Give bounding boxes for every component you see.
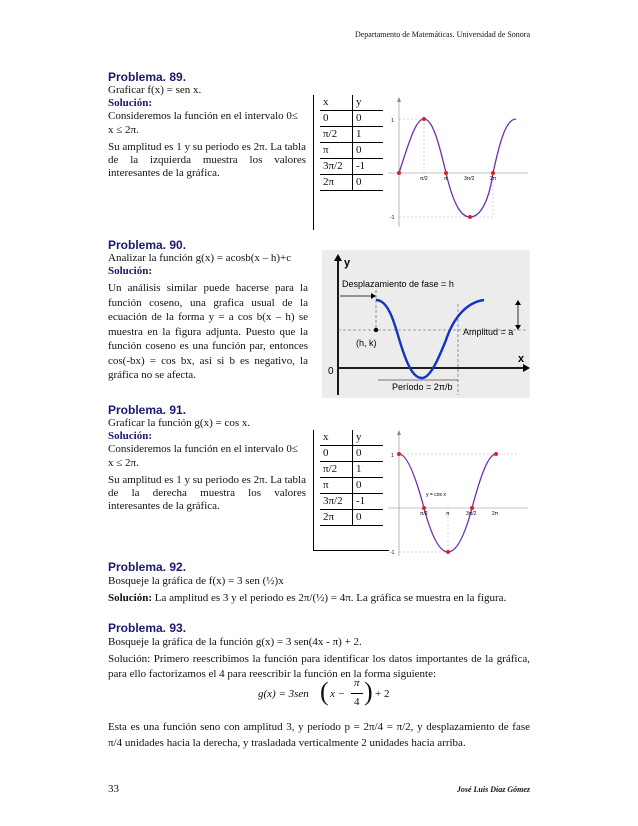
table-cell: -1: [353, 159, 384, 175]
tick-label: π: [444, 176, 448, 182]
tick-label: π/2: [420, 511, 428, 517]
phase-shift-label: Desplazamiento de fase = h: [342, 279, 454, 289]
table-cell: y: [353, 95, 384, 111]
solution-label: Solución:: [108, 592, 153, 604]
table-cell: x: [320, 95, 353, 111]
problem-93-statement: Bosqueje la gráfica de la función g(x) = 3 sen(4x - π) + 2.: [108, 636, 362, 648]
problem-89-value-table: [320, 95, 383, 191]
table-cell: 1: [353, 127, 384, 143]
author-name: José Luis Díaz Gómez: [456, 785, 530, 794]
page-header: Departamento de Matemáticas. Universidad de Sonora: [354, 30, 530, 39]
problem-92-solution: [108, 591, 530, 606]
sine-curve: [493, 119, 516, 173]
problem-89-title: Problema. 89.: [108, 70, 187, 84]
tick-label: 3π/2: [464, 176, 475, 182]
table-cell: π: [320, 143, 353, 159]
data-point: [446, 550, 450, 554]
table-cell: 3π/2: [320, 159, 353, 175]
table-cell: 2π: [320, 510, 353, 526]
period-label: Período = 2π/b: [392, 382, 453, 392]
origin-label: 0: [328, 366, 334, 377]
data-point: [491, 171, 495, 175]
curve-label: y = cos x: [426, 492, 446, 498]
tick-label: 1: [391, 118, 394, 124]
formula-lhs: g(x) = 3sen: [258, 688, 309, 700]
point-h-k: [374, 328, 378, 332]
problem-92-title: Problema. 92.: [108, 560, 187, 574]
problem-89-statement: Graficar f(x) = sen x.: [108, 84, 202, 96]
data-point: [397, 171, 401, 175]
tick-label: -1: [390, 550, 395, 556]
problem-89-sine-graph: [388, 95, 528, 230]
problem-89-body-1: Consideremos la función en el intervalo 0≤: [108, 110, 298, 122]
problem-93-conclusion: Esta es una función seno con amplitud 3, y período p = 2π/4 = π/2, y desplazamiento de fase π/4 unidades hacia la derecha, y trasladada verticalmente 2 unidades hacia arriba.: [108, 721, 530, 749]
table-cell: 0: [353, 478, 384, 494]
graph-edge: [318, 250, 322, 398]
table-cell: π: [320, 478, 353, 494]
table-cell: 0: [320, 446, 353, 462]
table-cell: x: [320, 430, 353, 446]
tick-label: -1: [390, 215, 395, 221]
table-cell: 0: [353, 175, 384, 191]
tick-label: 2π: [492, 511, 499, 517]
table-cell: 0: [320, 111, 353, 127]
tick-label: 3π/2: [466, 511, 477, 517]
table-cell: 0: [353, 446, 384, 462]
problem-89-solution-label: Solución:: [108, 97, 153, 109]
table-cell: 2π: [320, 175, 353, 191]
problem-91-body-2: x ≤ 2π.: [108, 457, 139, 469]
problem-91-statement: Graficar la función g(x) = cos x.: [108, 417, 251, 429]
problem-90-solution-label: Solución:: [108, 265, 153, 277]
divider-line: [313, 550, 389, 551]
table-cell: 0: [353, 143, 384, 159]
divider-line: [313, 95, 314, 230]
tick-label: π/2: [420, 176, 428, 182]
y-axis-arrow-icon: [397, 430, 401, 435]
y-axis-arrow-icon: [397, 97, 401, 102]
problem-91-body-1: Consideremos la función en el intervalo 0≤: [108, 443, 298, 455]
problem-91-body-3: Su amplitud es 1 y su periodo es 2π. La tabla de la derecha muestra los valores interesantes de la gráfica.: [108, 474, 306, 512]
problem-90-statement: Analizar la función g(x) = acosb(x – h)+c: [108, 252, 292, 264]
formula-open-paren: (: [320, 677, 329, 706]
page-number: 33: [108, 783, 119, 795]
formula-denominator: 4: [354, 696, 360, 708]
problem-93-title: Problema. 93.: [108, 621, 187, 635]
table-cell: 3π/2: [320, 494, 353, 510]
formula-tail: + 2: [375, 688, 390, 700]
problem-91-cosine-graph: [388, 428, 528, 558]
tick-label: 2π: [490, 176, 497, 182]
problem-90-cosine-graph: [318, 250, 530, 398]
table-cell: -1: [353, 494, 384, 510]
tick-label: π: [446, 511, 450, 517]
table-cell: 0: [353, 510, 384, 526]
data-point: [494, 452, 498, 456]
solution-text: La amplitud es 3 y el periodo es 2π/(½) = 4π. La gráfica se muestra en la figura.: [154, 592, 507, 604]
table-cell: π/2: [320, 462, 353, 478]
table-cell: y: [353, 430, 384, 446]
point-label: (h, k): [356, 338, 377, 348]
data-point: [422, 117, 426, 121]
problem-91-title: Problema. 91.: [108, 403, 187, 417]
divider-line: [313, 430, 314, 550]
graph-background: [318, 250, 530, 398]
data-point: [397, 452, 401, 456]
problem-93-formula: [258, 677, 408, 713]
problem-89-body-3: Su amplitud es 1 y su periodo es 2π. La tabla de la izquierda muestra los valores interesantes de la gráfica.: [108, 141, 306, 179]
problem-89-body-2: x ≤ 2π.: [108, 124, 139, 136]
problem-91-solution-label: Solución:: [108, 430, 153, 442]
formula-close-paren: ): [364, 677, 373, 706]
cosine-curve: [399, 454, 496, 552]
data-point: [422, 506, 426, 510]
data-point: [444, 171, 448, 175]
data-point: [468, 215, 472, 219]
data-point: [470, 506, 474, 510]
problem-90-body: Un análisis similar puede hacerse para la función coseno, una grafica usual de la ecuación de la forma y = a cos b(x – h) se muestra en la figura adjunta. Puesto que la función coseno es una función par, entonces cos(-bx) = cos bx, así si b es negativo, la gráfica no se afecta.: [108, 282, 308, 381]
x-axis-label: x: [518, 353, 525, 365]
tick-label: 1: [391, 453, 394, 459]
formula-inner: x −: [330, 688, 346, 700]
table-cell: 0: [353, 111, 384, 127]
amplitude-label: Amplitud = a: [463, 327, 514, 337]
problem-91-value-table: [320, 430, 383, 526]
y-axis-label: y: [344, 257, 351, 269]
problem-93-solution: Solución: Primero reescribimos la función para identificar los datos importantes de la gráfica, para ello factorizamos el 4 para reescribir la función en la forma siguiente:: [108, 653, 530, 680]
fraction-bar: [351, 693, 363, 694]
sine-curve: [399, 119, 493, 217]
table-cell: 1: [353, 462, 384, 478]
problem-92-statement: Bosqueje la gráfica de f(x) = 3 sen (½)x: [108, 575, 284, 587]
problem-90-title: Problema. 90.: [108, 238, 187, 252]
formula-numerator: π: [354, 677, 360, 689]
table-cell: π/2: [320, 127, 353, 143]
